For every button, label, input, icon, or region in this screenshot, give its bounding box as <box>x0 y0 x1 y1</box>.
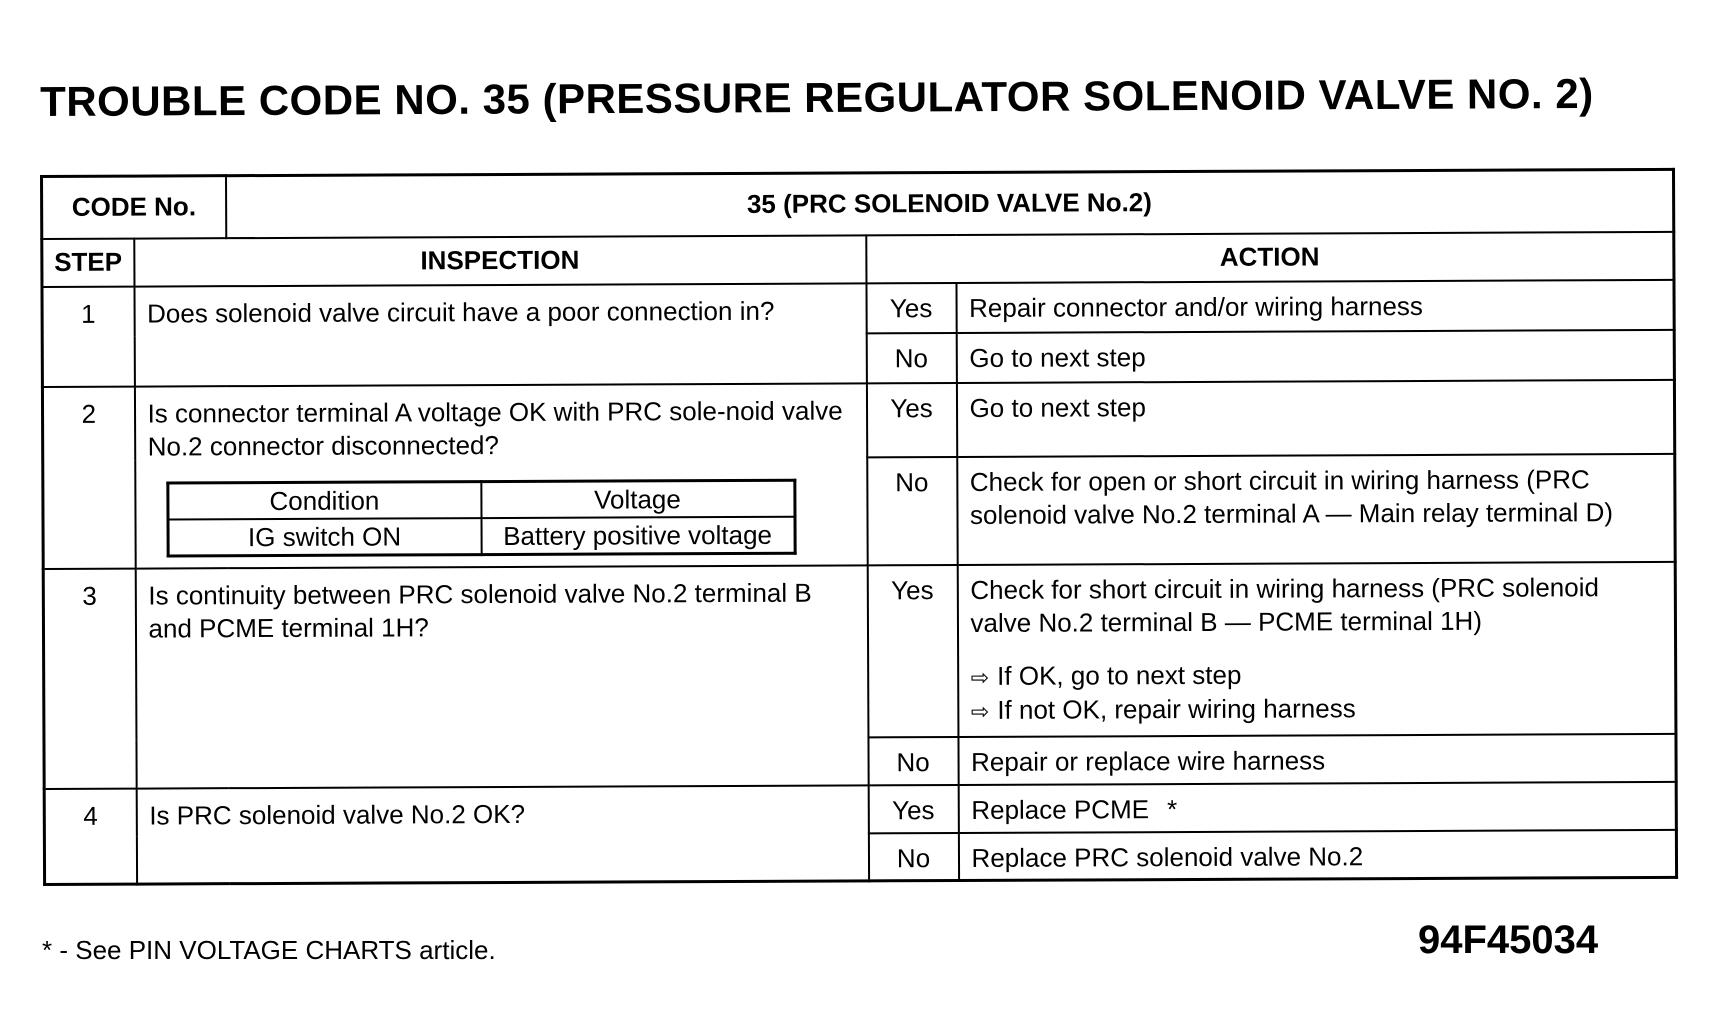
figure-id: 94F45034 <box>1418 918 1599 962</box>
step-number: 2 <box>42 386 135 568</box>
table-row <box>43 561 1676 740</box>
condition-header: Condition <box>167 481 481 519</box>
code-label: CODE No. <box>42 176 226 239</box>
action-header: ACTION <box>866 231 1674 283</box>
step-number: 1 <box>42 286 134 386</box>
followup-item: ⇨ If not OK, repair wiring harness <box>970 692 1356 725</box>
step-number: 4 <box>44 788 136 884</box>
page-title: TROUBLE CODE NO. 35 (PRESSURE REGULATOR SOLENOID VALVE NO. 2) <box>40 69 1594 125</box>
no-action: Go to next step <box>956 329 1674 382</box>
table-row <box>42 279 1674 336</box>
followup-item: ⇨ If OK, go to next step <box>970 659 1242 691</box>
condition-table <box>166 478 796 557</box>
table-row <box>44 781 1676 836</box>
no-action: Replace PRC solenoid valve No.2 <box>958 829 1676 880</box>
voltage-header: Voltage <box>481 480 795 518</box>
inspection-header: INSPECTION <box>134 235 866 286</box>
yes-label: Yes <box>867 565 958 737</box>
inspection-text: Is connector terminal A voltage OK with PRC sole-noid valve No.2 connector disconnected? <box>147 395 843 462</box>
no-label: No <box>868 736 958 784</box>
yes-action: Go to next step <box>956 379 1674 456</box>
yes-label: Yes <box>866 383 956 457</box>
trouble-code-table <box>40 168 1678 886</box>
code-value: 35 (PRC SOLENOID VALVE No.2) <box>226 169 1674 237</box>
inspection-text: Is PRC solenoid valve No.2 OK? <box>136 785 868 884</box>
yes-label: Yes <box>866 283 956 333</box>
footnote-marker: * <box>1166 793 1178 824</box>
arrow-right-icon: ⇨ <box>970 664 990 690</box>
table-row <box>42 379 1674 460</box>
voltage-value: Battery positive voltage <box>481 516 795 554</box>
step-number: 3 <box>43 568 136 788</box>
no-label: No <box>868 832 958 880</box>
footnote: * - See PIN VOLTAGE CHARTS article. <box>42 935 496 965</box>
yes-action: Repair connector and/or wiring harness <box>956 279 1674 332</box>
step-header: STEP <box>42 238 134 286</box>
no-action: Repair or replace wire harness <box>958 733 1676 784</box>
yes-action-cell <box>957 561 1676 736</box>
code-row <box>42 169 1674 238</box>
yes-label: Yes <box>868 784 958 832</box>
yes-action: Check for short circuit in wiring harness (PRC solenoid valve No.2 terminal B — PCME terminal 1H) <box>970 571 1599 638</box>
no-label: No <box>867 457 957 565</box>
trouble-code-table-container <box>40 168 1675 886</box>
yes-action: Replace PCME <box>971 793 1150 825</box>
inspection-text: Is continuity between PRC solenoid valve No.2 terminal B and PCME terminal 1H? <box>135 565 868 788</box>
no-action: Check for open or short circuit in wiring harness (PRC solenoid valve No.2 terminal A — Main relay terminal D) <box>957 453 1675 564</box>
yes-action-cell <box>958 781 1676 832</box>
inspection-text: Does solenoid valve circuit have a poor connection in? <box>134 283 866 386</box>
inspection-cell <box>134 383 867 568</box>
followup-list <box>971 656 1663 727</box>
column-header-row <box>42 231 1674 286</box>
no-label: No <box>866 333 956 383</box>
arrow-right-icon: ⇨ <box>970 698 990 724</box>
condition-value: IG switch ON <box>168 518 482 556</box>
